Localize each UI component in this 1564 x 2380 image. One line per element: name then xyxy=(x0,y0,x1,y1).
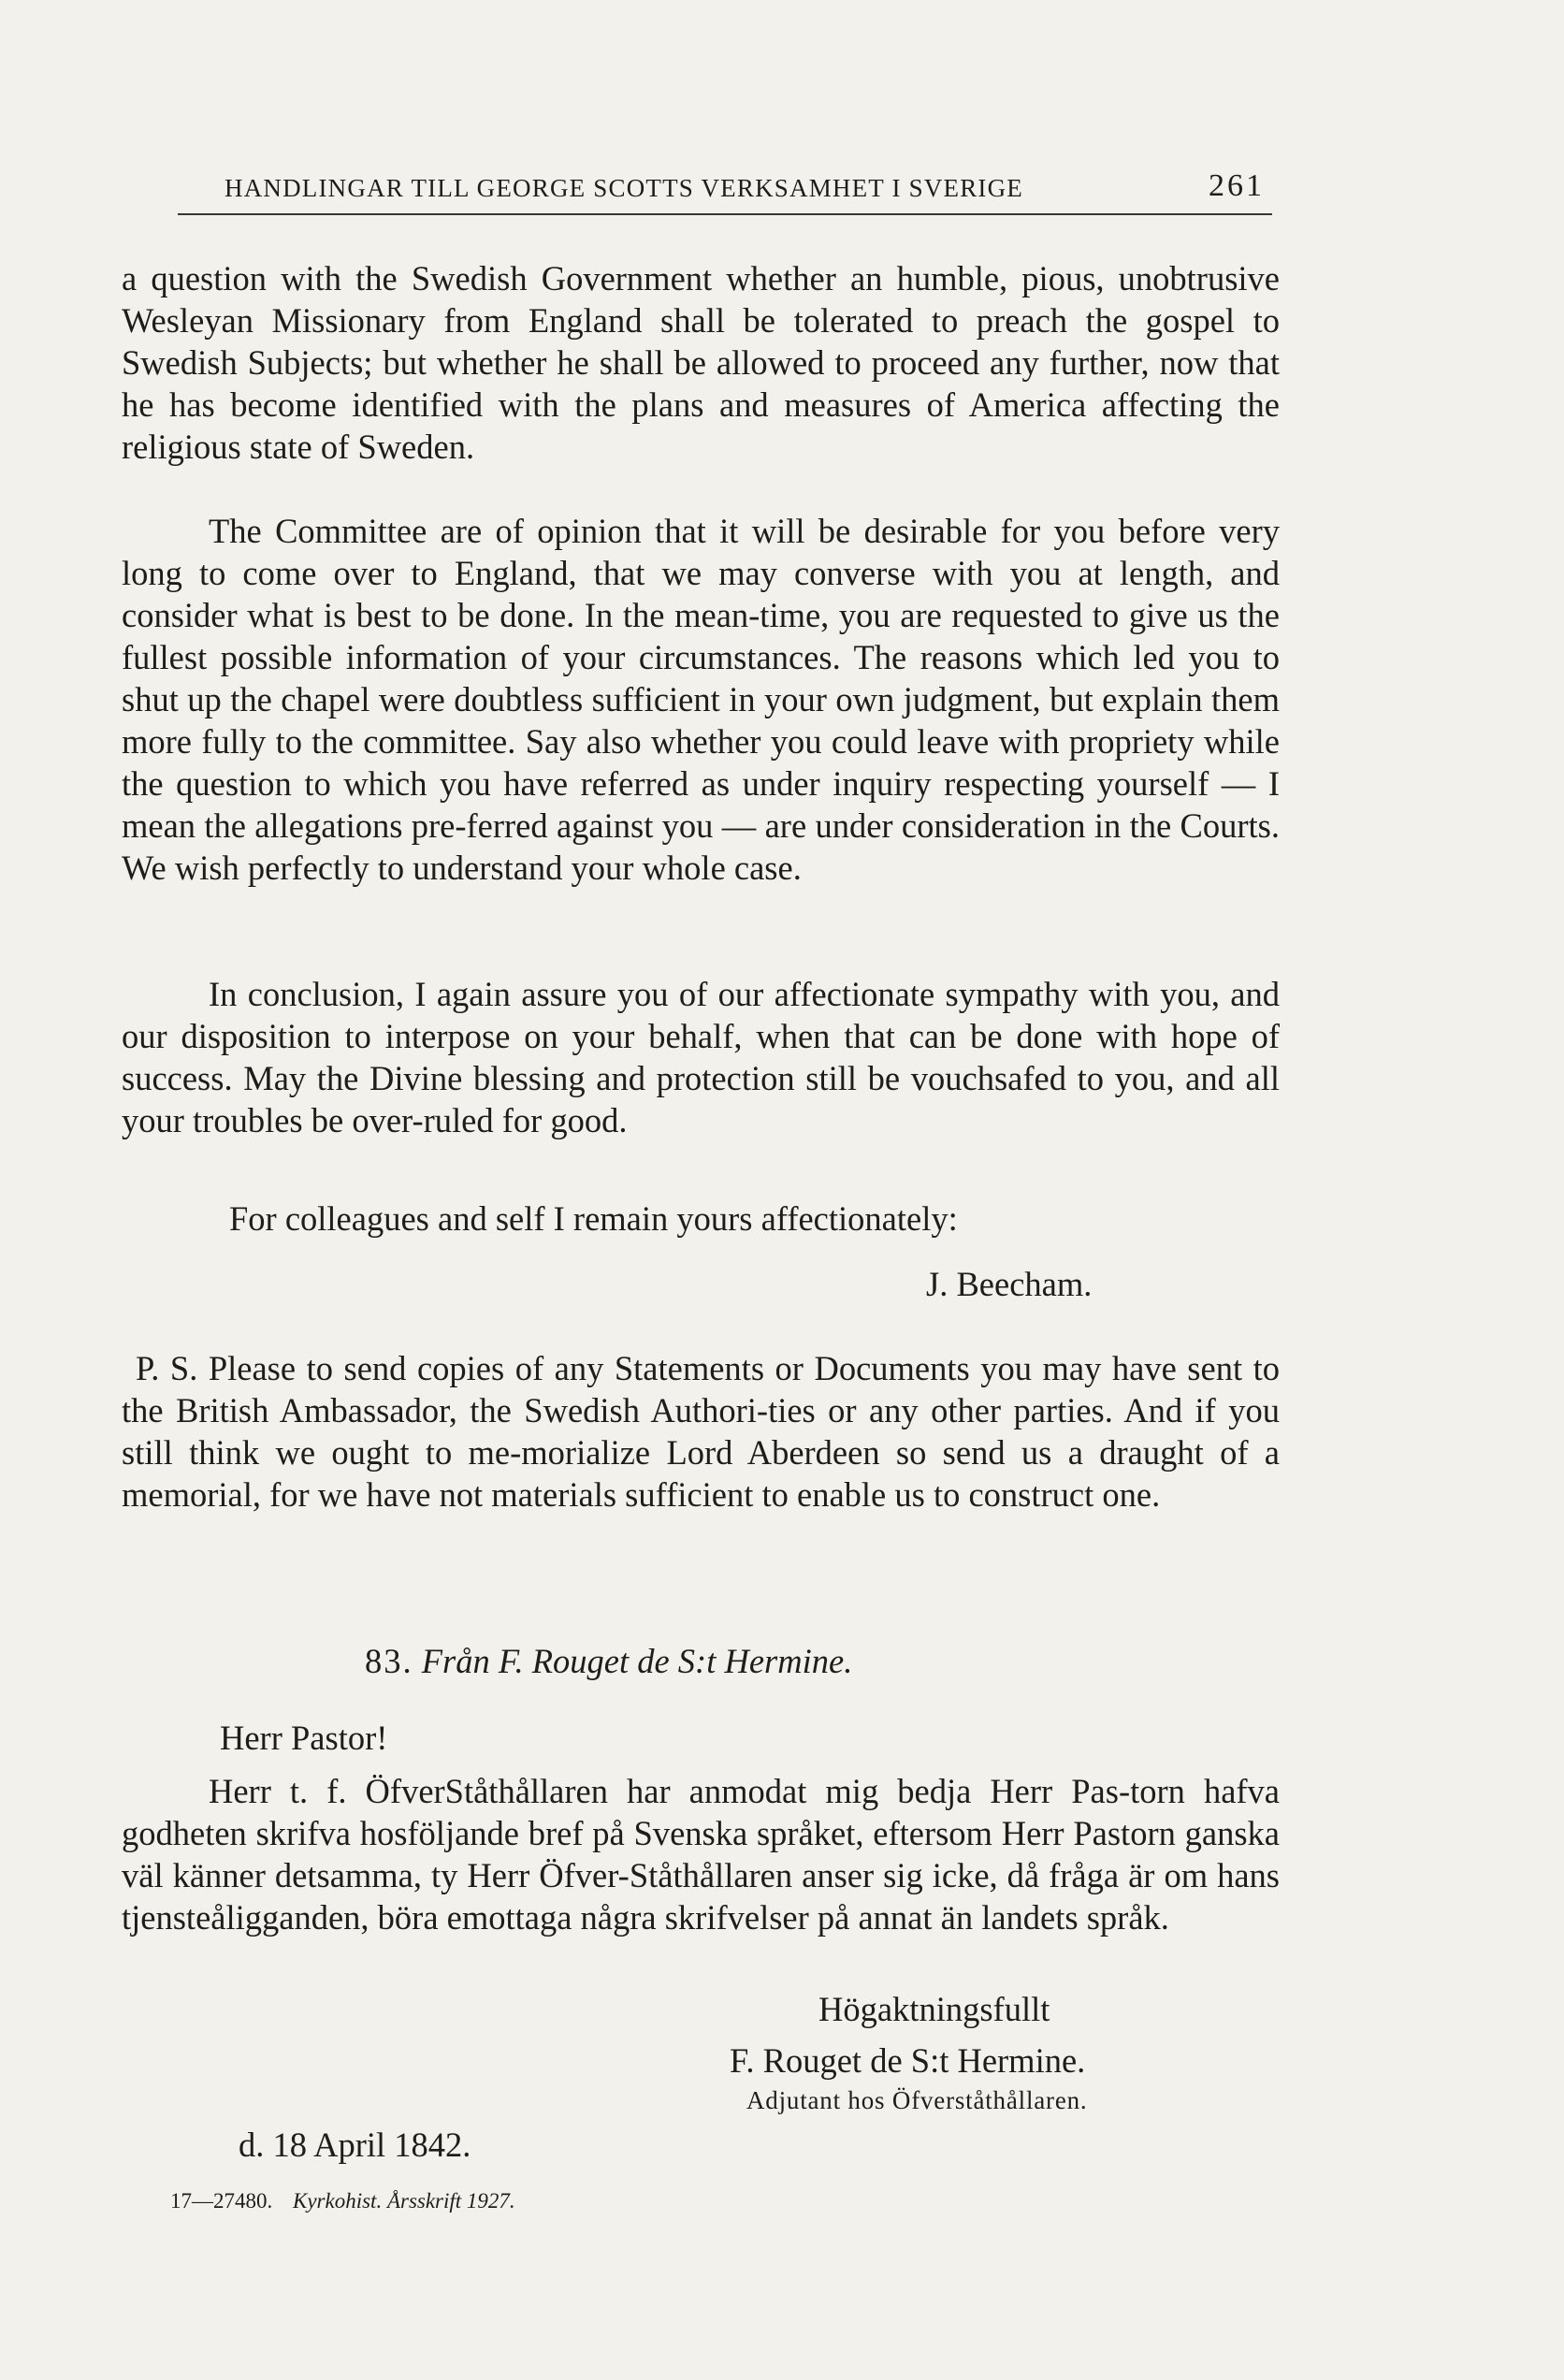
section-signature: F. Rouget de S:t Hermine. xyxy=(730,2041,1086,2080)
page-footer xyxy=(170,2189,515,2213)
letter-date: d. 18 April 1842. xyxy=(239,2126,471,2164)
page-number: 261 xyxy=(1209,168,1265,203)
running-header-title: HANDLINGAR TILL GEORGE SCOTTS VERKSAMHET I SVERIGE xyxy=(224,174,1023,202)
publication-title: Kyrkohist. Årsskrift 1927. xyxy=(293,2189,515,2213)
letter-paragraph-3: In conclusion, I again assure you of our affectionate sympathy with you, and our disposition to interpose on your behalf, when that can be done with hope of success. May the Divine blessing and protection still be vouchsafed to you, and all your troubles be over-ruled for good. xyxy=(122,975,1280,1139)
printer-mark: 17—27480. xyxy=(170,2189,273,2213)
valediction: Högaktningsfullt xyxy=(818,1990,1050,2028)
letter-paragraph-2: The Committee are of opinion that it will be desirable for you before very long to come over to England, that we may converse with you at length, and consider what is best to be done. In the mean-time, you are requested to give us the fullest possible information of your circumstances. The reasons which led you to shut up the chapel were doubtless sufficient in your own judgment, but explain them more fully to the committee. Say also whether you could leave with propriety while the question to which you have referred as under inquiry respecting yourself — I mean the allegations pre-ferred against you — are under consideration in the Courts. We wish perfectly to understand your whole case. xyxy=(122,512,1280,887)
letter-closing: For colleagues and self I remain yours affectionately: xyxy=(229,1199,958,1238)
letter-postscript: P. S. Please to send copies of any Statements or Documents you may have sent to the British Ambassador, the Swedish Authori-ties or any other parties. And if you still think we ought to me-morialize Lord Aberdeen so send us a draught of a memorial, for we have not materials sufficient to enable us to construct one. xyxy=(122,1349,1280,1514)
letter-signature: J. Beecham. xyxy=(926,1265,1093,1303)
section-body: Herr t. f. ÖfverStåthållaren har anmodat mig bedja Herr Pas-torn hafva godheten skrifva hosföljande bref på Svenska språket, eftersom Herr Pastorn ganska väl känner detsamma, ty Herr Öfver-Ståthållaren anser sig icke, då fråga är om hans tjensteåligganden, böra emottaga några skrifvelser på annat än landets språk. xyxy=(122,1772,1280,1937)
section-heading xyxy=(365,1640,852,1682)
signatory-title: Adjutant hos Öfverståthållaren. xyxy=(746,2086,1088,2114)
running-header xyxy=(178,167,1272,215)
section-title: Från F. Rouget de S:t Hermine. xyxy=(421,1642,853,1680)
letter-paragraph-1: a question with the Swedish Government whether an humble, pious, unobtrusive Wesleyan Missionary from England shall be tolerated to preach the gospel to Swedish Subjects; but whether he shall be allowed to proceed any further, now that he has become identified with the plans and measures of America affecting the religious state of Sweden. xyxy=(122,259,1280,466)
salutation: Herr Pastor! xyxy=(220,1719,388,1757)
section-number: 83. xyxy=(365,1642,413,1680)
